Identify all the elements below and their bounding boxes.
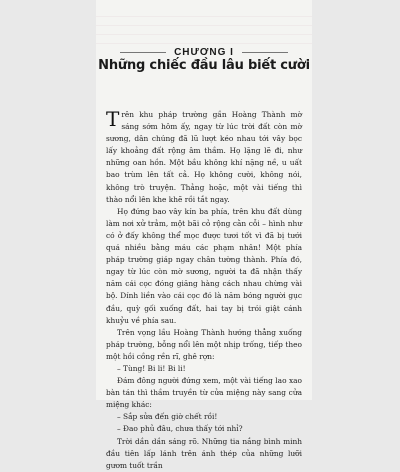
paragraph: Trời dần dần sáng rõ. Những tia nắng bình minh đầu tiên lấp lánh trên ánh thép của những lưỡi gươm tuốt trần xyxy=(106,436,302,470)
paragraph: – Tùng! Bi li! Bi li! xyxy=(117,363,186,373)
chapter-title: Những chiếc đầu lâu biết cười xyxy=(98,58,310,73)
chapter-label: CHƯƠNG I xyxy=(166,47,242,58)
paragraph xyxy=(106,109,302,206)
paragraph: Trên vọng lầu Hoàng Thành hướng thẳng xuống pháp trường, bỗng nổi lên một nhịp trống, tiếp theo một hồi cồng rền rĩ, ghê rợn: xyxy=(106,327,302,361)
book-page xyxy=(96,0,312,470)
paragraph: – Đao phủ đâu, chưa thấy tới nhỉ? xyxy=(117,424,243,434)
paragraph: Họ đứng bao vây kín ba phía, trên khu đất dùng làm nơi xử trảm, một bãi cỏ rộng cằn cỗi – hình như có ở đấy không thể mọc được tươi tốt vì đã bị tưới quá nhiều bằng máu các phạm nhân! Một phía pháp trường giáp ngay chân tường thành. Phía đó, ngay từ lúc còn mờ sương, người ta đã nhận thấy năm cái cọc đóng giăng hàng cách nhau chừng vài bộ. Dính liền vào cái cọc đó là năm bóng người gục đầu, quỳ gối xuống đất, hai tay bị trói giật cánh khuỷu về phía sau. xyxy=(106,206,302,325)
drop-cap: T xyxy=(106,107,120,131)
chapter-heading xyxy=(96,40,312,59)
paragraph: – Sắp sửa đến giờ chết rồi! xyxy=(117,412,218,422)
paragraph-text: rên khu pháp trường gần Hoàng Thành mờ sáng sớm hôm ấy, ngay từ lúc trời đất còn mờ sương, dân chúng đã lũ lượt kéo nhau tới vây bọc lấy khoảng đất rộng âm thầm. Họ lặng lẽ đi, như những oan hồn. Một bầu không khí nặng nề, u uất bao trùm lên tất cả. Họ không cười, không nói, không trò truyện. Thảng hoặc, một vài tiếng thì thào nổi lên khe khẽ rồi tắt ngay. xyxy=(106,110,302,204)
body-text xyxy=(106,109,302,472)
paragraph: Đám đông người đứng xem, một vài tiếng lao xao bàn tán thì thầm truyền từ cửa miệng này sang cửa miệng khác: xyxy=(106,376,302,410)
